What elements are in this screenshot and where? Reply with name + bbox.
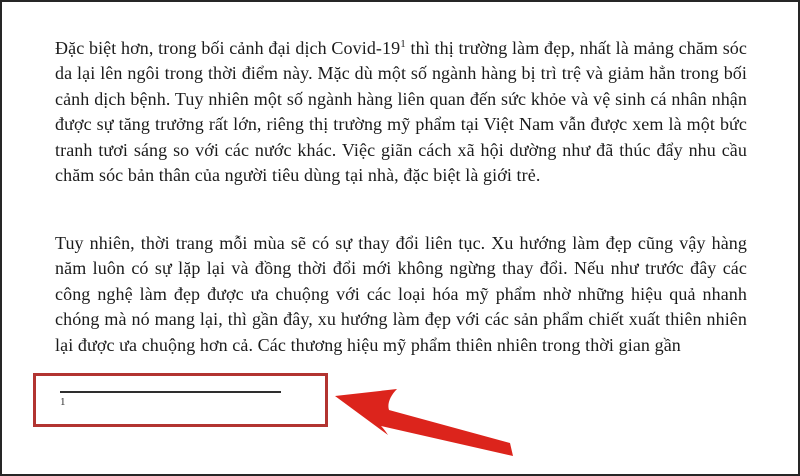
footnote-separator-line (60, 391, 281, 393)
footnote-reference-superscript: 1 (400, 38, 406, 50)
paragraph-2: Tuy nhiên, thời trang mỗi mùa sẽ có sự thay đổi liên tục. Xu hướng làm đẹp cũng vậy hàng năm luôn có sự lặp lại và đồng thời đổi mới không ngừng thay đổi. Nếu như trước đây các công nghệ làm đẹp được ưa chuộng với các loại hóa mỹ phẩm nhờ những hiệu quả nhanh chóng mà nó mang lại, thì gần đây, xu hướng làm đẹp với các sản phẩm chiết xuất thiên nhiên lại được ưa chuộng hơn cả. Các thương hiệu mỹ phẩm thiên nhiên trong thời gian gần (55, 233, 747, 355)
red-arrow-shape (335, 389, 513, 456)
red-arrow-icon (332, 377, 532, 472)
red-highlight-box (33, 373, 328, 427)
paragraph-1 (55, 36, 747, 188)
paragraph-1-text-after-footnote-ref: thì thị trường làm đẹp, nhất là mảng chăm sóc da lại lên ngôi trong thời điểm này. Mặc dù một số ngành hàng bị trì trệ và giảm hẳn trong bối cảnh dịch bệnh. Tuy nhiên một số ngành hàng liên quan đến sức khỏe và vệ sinh cá nhân nhận được sự tăng trưởng rất lớn, riêng thị trường mỹ phẩm tại Việt Nam vẫn được xem là một bức tranh tươi sáng so với các nước khác. Việc giãn cách xã hội dường như đã thúc đẩy nhu cầu chăm sóc bản thân của người tiêu dùng tại nhà, đặc biệt là giới trẻ. (55, 38, 747, 186)
footnote-number: 1 (60, 396, 66, 408)
red-arrow-annotation (332, 377, 532, 472)
paragraph-1-text-before-footnote-ref: Đặc biệt hơn, trong bối cảnh đại dịch Covid-19 (55, 38, 401, 58)
